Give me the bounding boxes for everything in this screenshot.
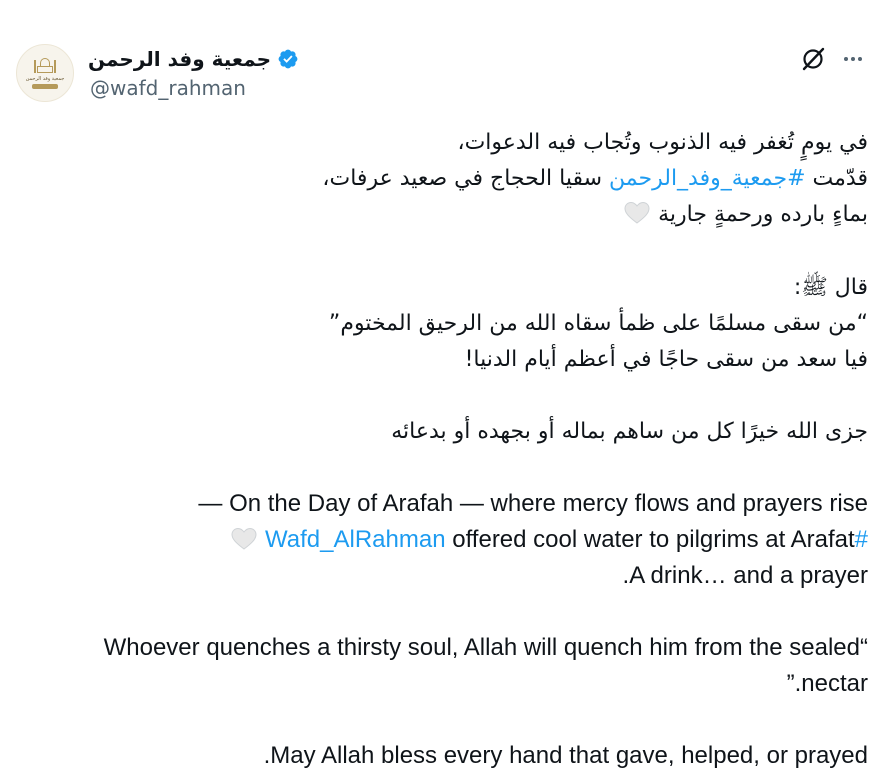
text-line: #Wafd_AlRahman offered cool water to pilgrims at Arafat <box>230 522 868 558</box>
avatar[interactable] <box>16 44 74 102</box>
text-line: May Allah bless every hand that gave, helped, or prayed. <box>263 742 868 769</box>
text-line: On the Day of Arafah — where mercy flows and prayers rise — <box>198 490 868 517</box>
text-line: بماءٍ بارده ورحمةٍ جارية <box>623 197 868 233</box>
text-line: جزى الله خيرًا كل من ساهم بماله أو بجهده أو بدعائه <box>391 419 868 444</box>
verified-badge-icon[interactable] <box>277 48 299 70</box>
author-name-row <box>88 45 299 73</box>
text-line: قدّمت #جمعية_وفد_الرحمن سقيا الحجاج في صعيد عرفات، <box>322 166 868 191</box>
avatar-logo-text: جمعية وفد الرحمن <box>25 75 65 82</box>
text-line: nectar.” <box>786 670 868 697</box>
text-line: A drink… and a prayer. <box>622 562 868 589</box>
text-line: قال ﷺ: <box>793 275 868 300</box>
white-heart-icon <box>230 527 258 551</box>
hashtag-link[interactable]: #Wafd_AlRahman <box>265 526 868 553</box>
text-line: فيا سعد من سقى حاجًا في أعظم أيام الدنيا! <box>464 347 868 372</box>
text-line: في يومٍ تُغفر فيه الذنوب وتُجاب فيه الدعوات، <box>457 130 868 155</box>
avatar-logo-bar <box>32 84 58 89</box>
white-heart-icon <box>623 201 651 225</box>
post-header <box>0 0 888 110</box>
hashtag-link[interactable]: #جمعية_وفد_الرحمن <box>609 166 806 191</box>
text-line: “من سقى مسلمًا على ظمأ سقاه الله من الرحيق المختوم” <box>328 311 868 336</box>
text-line: “Whoever quenches a thirsty soul, Allah will quench him from the sealed <box>103 634 868 661</box>
author-handle[interactable]: @wafd_rahman <box>90 76 246 100</box>
author-display-name[interactable]: جمعية وفد الرحمن <box>88 47 272 71</box>
more-options-icon[interactable] <box>840 46 866 72</box>
mosque-logo-icon <box>34 58 56 74</box>
grok-icon[interactable] <box>799 45 827 73</box>
